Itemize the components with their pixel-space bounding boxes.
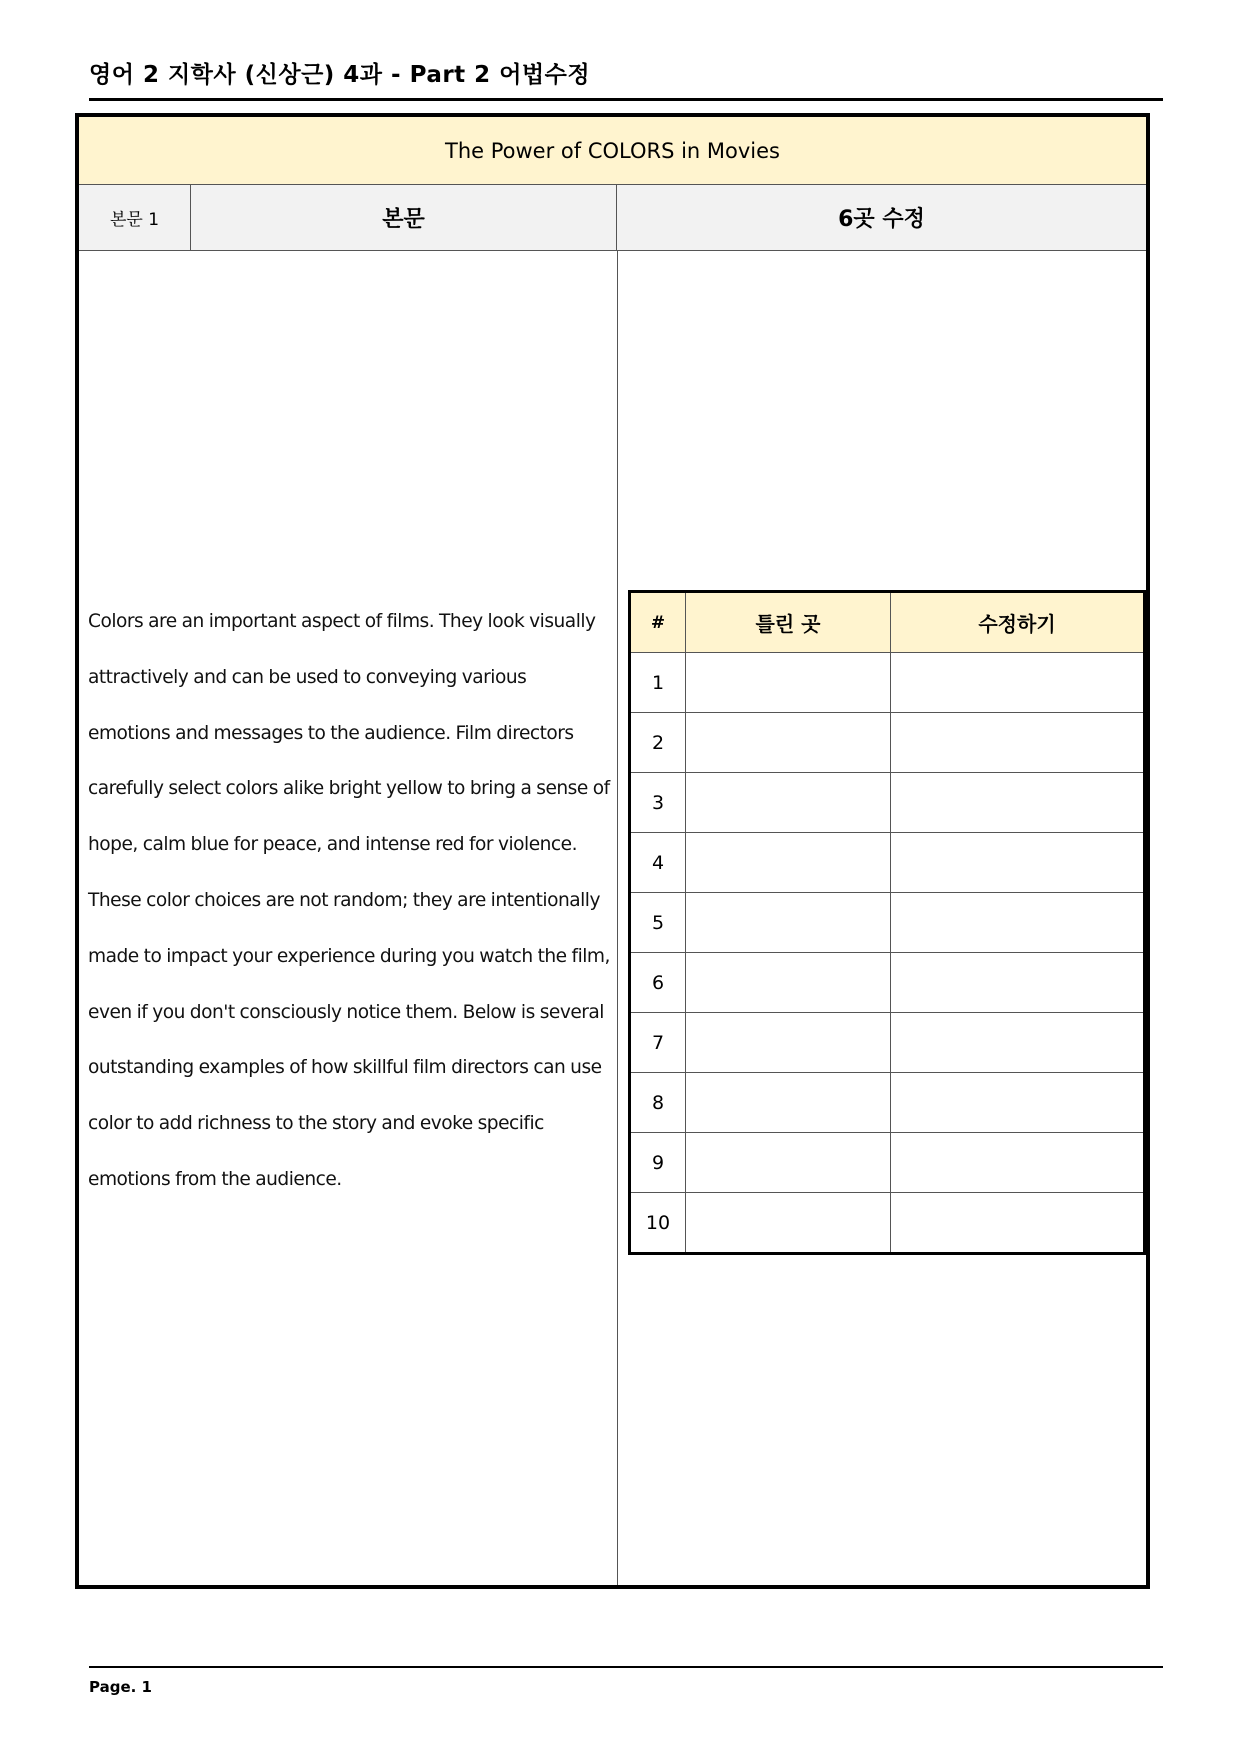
header-rule [89, 98, 1163, 101]
answer-table-header-row [630, 592, 1145, 653]
fix-cell[interactable] [891, 1193, 1145, 1254]
fix-cell[interactable] [891, 953, 1145, 1013]
passage-text: Colors are an important aspect of films. They look visually attractively and can be used to conveying various emotions and messages to the audience. Film directors carefully select colors alike bright yellow to bring a sense of hope, calm blue for peace, and intense red for violence. These color choices are not random; they are intentionally made to impact your experience during you watch the film, even if you don't consciously notice them. Below is several outstanding examples of how skillful film directors can use color to add richness to the story and evoke specific emotions from the audience. [88, 611, 610, 1190]
wrong-part-cell[interactable] [686, 833, 891, 893]
answer-table [628, 590, 1146, 1255]
worksheet-title: The Power of COLORS in Movies [79, 117, 1146, 185]
answer-row [630, 1133, 1145, 1193]
row-number: 6 [630, 953, 686, 1013]
row-number: 2 [630, 713, 686, 773]
row-number: 8 [630, 1073, 686, 1133]
wrong-part-cell[interactable] [686, 713, 891, 773]
row-number: 7 [630, 1013, 686, 1073]
column-header-row [79, 185, 1146, 251]
wrong-part-cell[interactable] [686, 1073, 891, 1133]
row-number: 3 [630, 773, 686, 833]
fix-cell[interactable] [891, 1133, 1145, 1193]
passage-column-header: 본문 [191, 185, 617, 250]
wrong-part-cell[interactable] [686, 1193, 891, 1254]
fix-cell[interactable] [891, 653, 1145, 713]
answer-row [630, 1013, 1145, 1073]
answer-row [630, 953, 1145, 1013]
row-number: 4 [630, 833, 686, 893]
page-number: Page. 1 [89, 1678, 152, 1696]
worksheet-frame [75, 113, 1150, 1589]
fix-cell[interactable] [891, 713, 1145, 773]
answer-row [630, 653, 1145, 713]
fix-cell[interactable] [891, 1073, 1145, 1133]
answer-row [630, 1073, 1145, 1133]
row-number: 9 [630, 1133, 686, 1193]
fix-cell[interactable] [891, 773, 1145, 833]
answer-row [630, 1193, 1145, 1254]
wrong-part-cell[interactable] [686, 653, 891, 713]
passage-number-label: 본문 1 [79, 185, 191, 250]
fix-cell[interactable] [891, 833, 1145, 893]
answer-row [630, 893, 1145, 953]
footer-rule [89, 1666, 1163, 1668]
correction-column-header: 6곳 수정 [838, 207, 925, 232]
wrong-part-cell[interactable] [686, 953, 891, 1013]
wrong-part-cell[interactable] [686, 773, 891, 833]
document-title: 영어 2 지학사 (신상근) 4과 - Part 2 어법수정 [89, 62, 591, 88]
wrong-part-column-header: 틀린 곳 [686, 592, 891, 653]
answer-row [630, 773, 1145, 833]
wrong-part-cell[interactable] [686, 893, 891, 953]
row-number: 1 [630, 653, 686, 713]
answer-row [630, 833, 1145, 893]
row-number: 10 [630, 1193, 686, 1254]
answer-row [630, 713, 1145, 773]
number-column-header: # [630, 592, 686, 653]
row-number: 5 [630, 893, 686, 953]
fix-cell[interactable] [891, 893, 1145, 953]
column-divider [617, 251, 618, 1585]
wrong-part-cell[interactable] [686, 1133, 891, 1193]
wrong-part-cell[interactable] [686, 1013, 891, 1073]
fix-column-header: 수정하기 [891, 592, 1145, 653]
fix-cell[interactable] [891, 1013, 1145, 1073]
